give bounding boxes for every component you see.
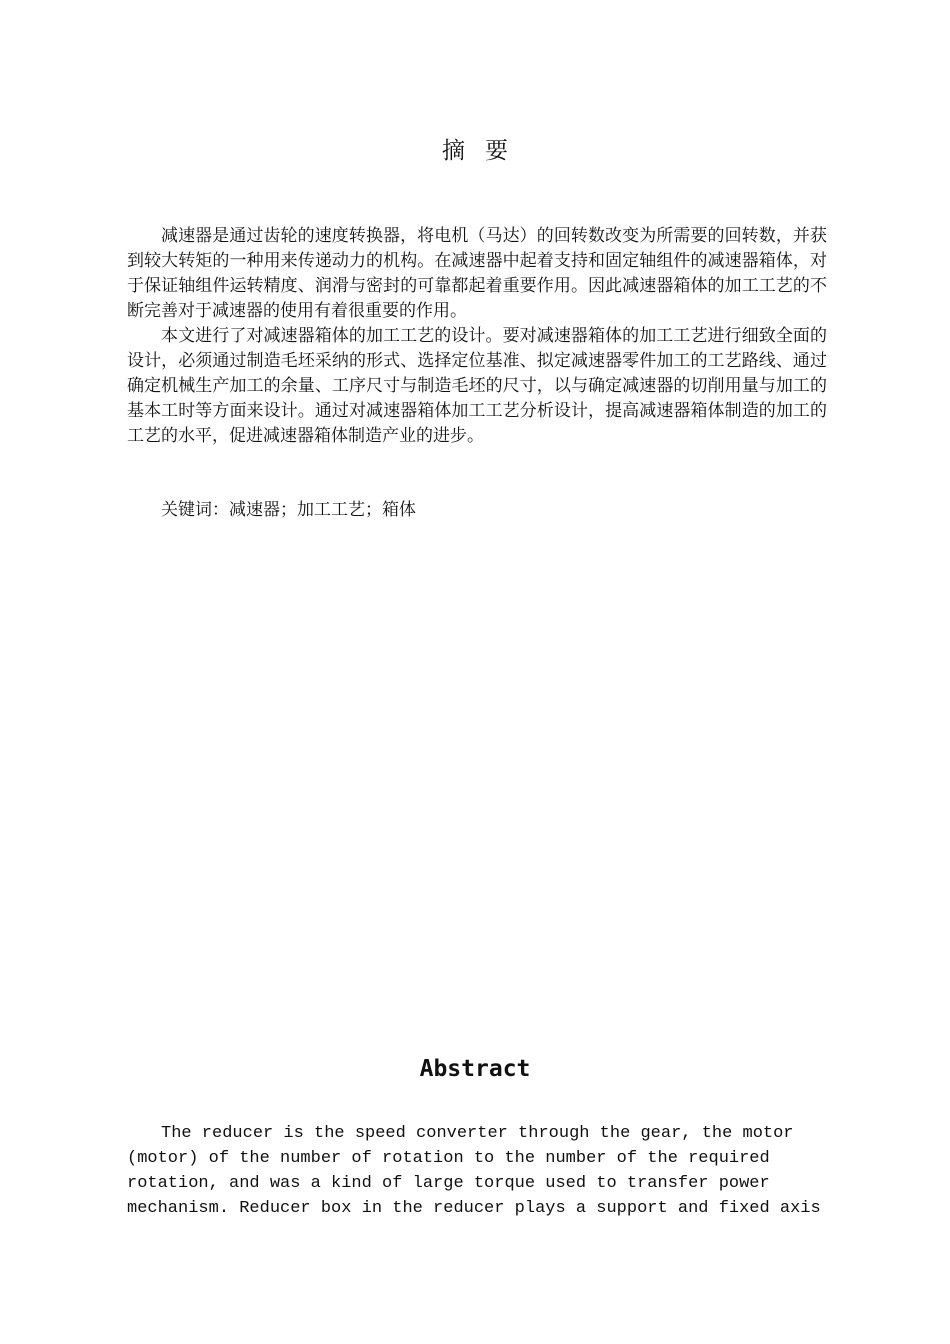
cn-abstract-paragraph-2: 本文进行了对减速器箱体的加工工艺的设计。要对减速器箱体的加工工艺进行细致全面的设计，必须通过制造毛坯采纳的形式、选择定位基准、拟定减速器零件加工的工艺路线、通过确定机械生产加工的余量、工序尺寸与制造毛坯的尺寸，以与确定减速器的切削用量与加工的基本工时等方面来设计。通过对减速器箱体加工工艺分析设计，提高减速器箱体制造的加工的工艺的水平，促进减速器箱体制造产业的进步。 <box>127 326 827 446</box>
cn-abstract-body <box>127 224 827 449</box>
en-abstract-line-4: mechanism. Reducer box in the reducer plays a support and fixed axis <box>127 1199 821 1218</box>
en-abstract-line-1: The reducer is the speed converter through the gear, the motor <box>161 1124 794 1143</box>
cn-keywords: 关键词：减速器；加工工艺；箱体 <box>161 500 416 520</box>
en-abstract-title: Abstract <box>419 1056 531 1082</box>
cn-abstract-paragraph-1: 减速器是通过齿轮的速度转换器，将电机（马达）的回转数改变为所需要的回转数，并获到较大转矩的一种用来传递动力的机构。在减速器中起着支持和固定轴组件的减速器箱体，对于保证轴组件运转精度、润滑与密封的可靠都起着重要作用。因此减速器箱体的加工工艺的不断完善对于减速器的使用有着很重要的作用。 <box>127 226 827 321</box>
cn-abstract-title: 摘要 <box>442 138 528 164</box>
en-abstract-body <box>127 1121 827 1221</box>
en-abstract-line-2: (motor) of the number of rotation to the number of the required <box>127 1149 770 1168</box>
en-abstract-line-3: rotation, and was a kind of large torque used to transfer power <box>127 1174 770 1193</box>
